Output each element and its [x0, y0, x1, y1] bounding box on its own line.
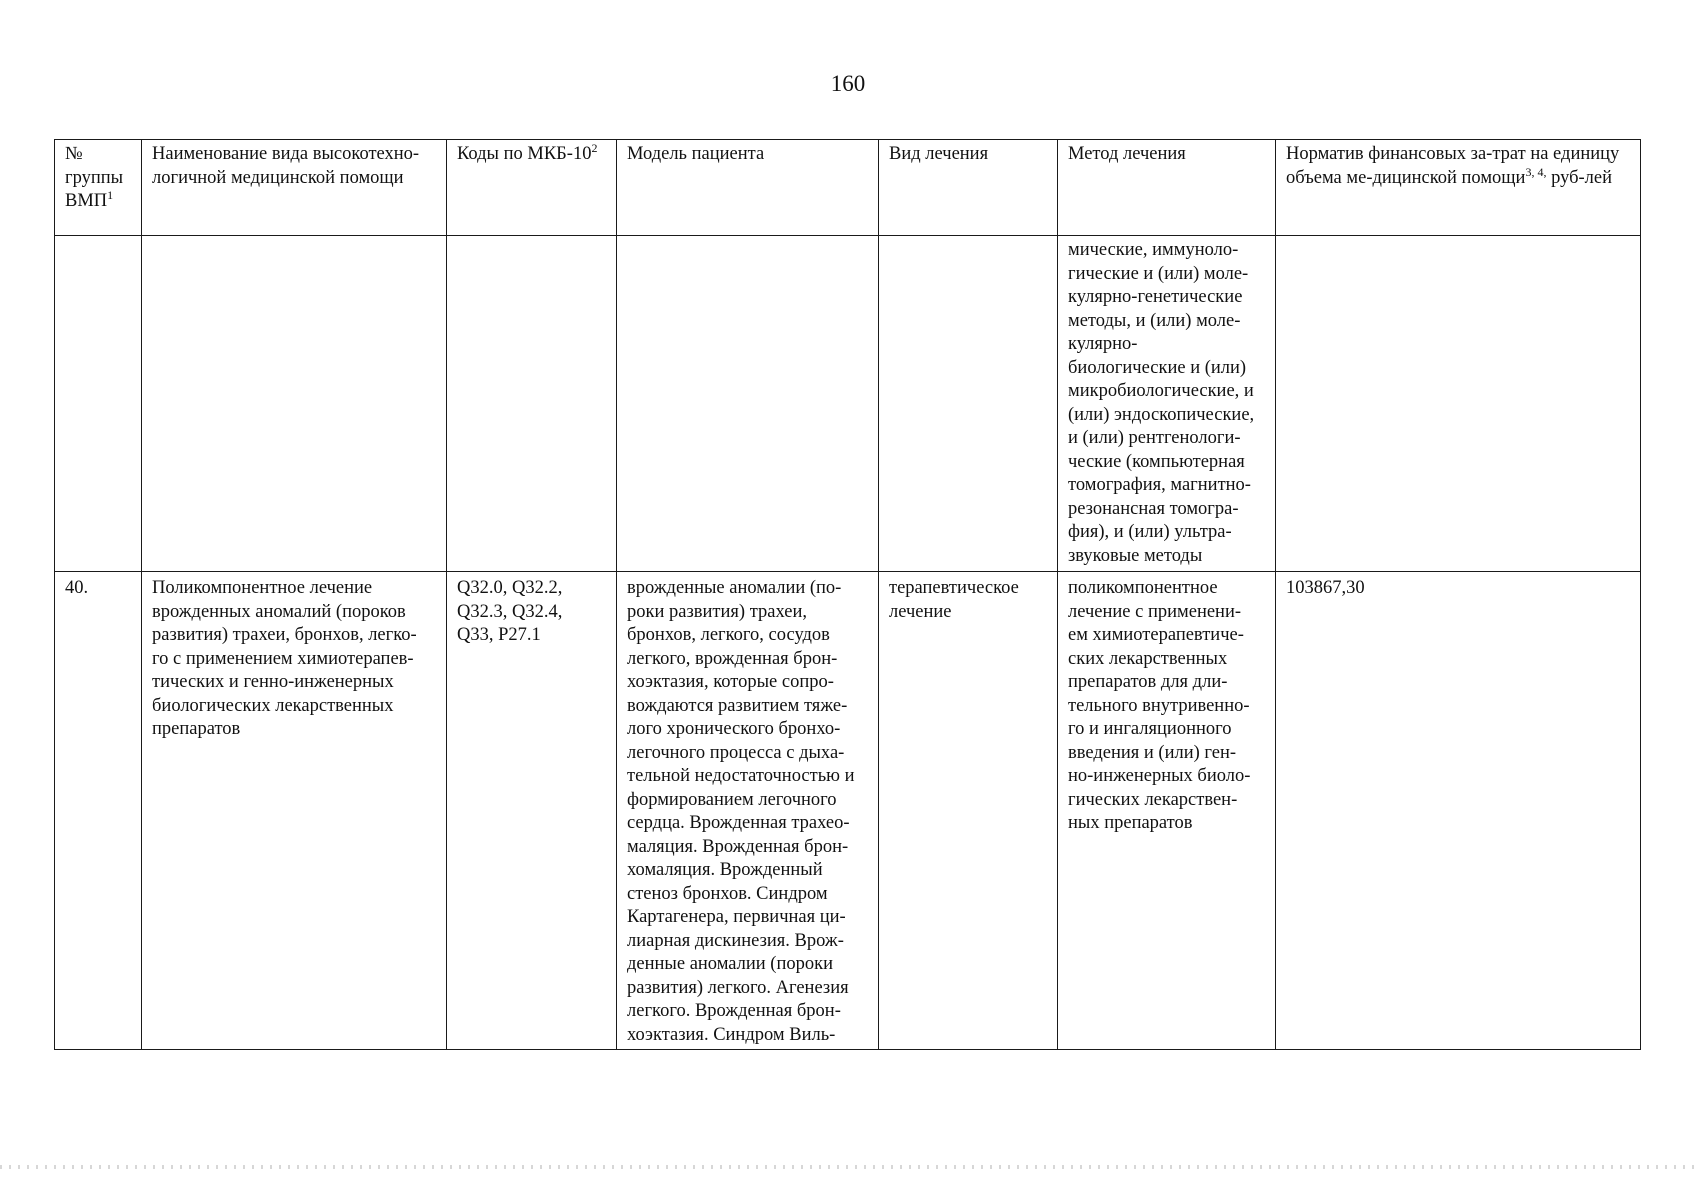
header-icd-codes: Коды по МКБ-$10^2$	[447, 140, 617, 236]
cell-norm: 103867,30	[1276, 572, 1641, 1050]
cell-method: мические, иммуноло- гические и (или) моле- кулярно-генетические методы, и (или) моле- кулярно- биологические и (или) микробиологические, и (или) эндоскопические, и (или) рентгенологи- ческие (компьютерная томография, магнитно- резонансная томогра- фия), и (или) ультра- звуковые методы	[1058, 236, 1276, 572]
header-row	[55, 140, 1641, 236]
header-group-number: № группы ВМП$^1$	[55, 140, 142, 236]
header-patient-model: Модель пациента	[617, 140, 879, 236]
cell-model	[617, 236, 879, 572]
cell-method: поликомпонентное лечение с применени- ем химиотерапевтиче- ских лекарственных препаратов для дли- тельного внутривенно- го и ингаляционного введения и (или) ген- но-инженерных биоло- гических лекарствен- ных препаратов	[1058, 572, 1276, 1050]
cell-group	[55, 236, 142, 572]
header-care-type-name: Наименование вида высокотехно-логичной медицинской помощи	[142, 140, 447, 236]
header-treatment-type: Вид лечения	[879, 140, 1058, 236]
table-row	[55, 236, 1641, 572]
page-number: 160	[830, 71, 866, 96]
header-treatment-method: Метод лечения	[1058, 140, 1276, 236]
vmp-table	[54, 139, 1641, 1050]
cell-name: Поликомпонентное лечение врожденных аномалий (пороков развития) трахеи, бронхов, легко- го с применением химиотерапев- тических и генно-инженерных биологических лекарственных препаратов	[142, 572, 447, 1050]
scan-artifact-line	[0, 1165, 1696, 1169]
header-financial-norm: Норматив финансовых за-трат на единицу объема ме-дицинской помощи$^{3, 4,}$ руб-лей	[1276, 140, 1641, 236]
cell-codes: Q32.0, Q32.2, Q32.3, Q32.4, Q33, P27.1	[447, 572, 617, 1050]
cell-type	[879, 236, 1058, 572]
cell-name	[142, 236, 447, 572]
cell-group: 40.	[55, 572, 142, 1050]
cell-type: терапевтическое лечение	[879, 572, 1058, 1050]
table-row	[55, 572, 1641, 1050]
cell-norm	[1276, 236, 1641, 572]
cell-model: врожденные аномалии (по- роки развития) трахеи, бронхов, легкого, сосудов легкого, врожденная брон- хоэктазия, которые сопро- вождаются развитием тяже- лого хронического бронхо- легочного процесса с дыха- тельной недостаточностью и формированием легочного сердца. Врожденная трахео- маляция. Врожденная брон- хомаляция. Врожденный стеноз бронхов. Синдром Картагенера, первичная ци- лиарная дискинезия. Врож- денные аномалии (пороки развития) легкого. Агенезия легкого. Врожденная брон- хоэктазия. Синдром Виль-	[617, 572, 879, 1050]
cell-codes	[447, 236, 617, 572]
